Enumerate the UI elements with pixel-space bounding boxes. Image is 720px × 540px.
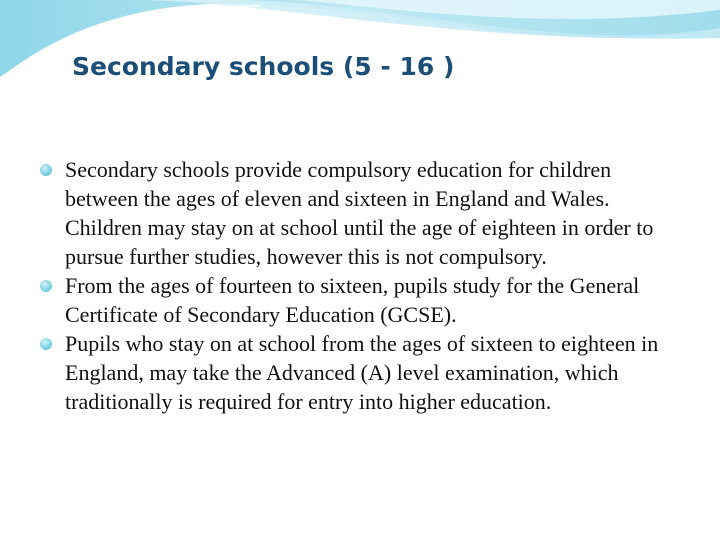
bullet-item: [38, 271, 688, 329]
bullet-item: [38, 155, 688, 271]
bullet-dot-icon: [40, 280, 52, 292]
bullet-item: [38, 329, 688, 416]
slide-title: Secondary schools (5 - 16 ): [72, 52, 455, 81]
bullet-dot-icon: [40, 338, 52, 350]
bullet-text: Pupils who stay on at school from the ages of sixteen to eighteen in England, may take the Advanced (A) level examination, which traditionally is required for entry into higher education.: [65, 331, 659, 414]
bullet-text: Secondary schools provide compulsory education for children between the ages of eleven and sixteen in England and Wales. Children may stay on at school until the age of eighteen in order to pursue further studies, however this is not compulsory.: [65, 157, 654, 269]
bullet-dot-icon: [40, 164, 52, 176]
bullet-text: From the ages of fourteen to sixteen, pupils study for the General Certificate of Secondary Education (GCSE).: [65, 273, 640, 327]
bullet-list: [38, 155, 688, 416]
